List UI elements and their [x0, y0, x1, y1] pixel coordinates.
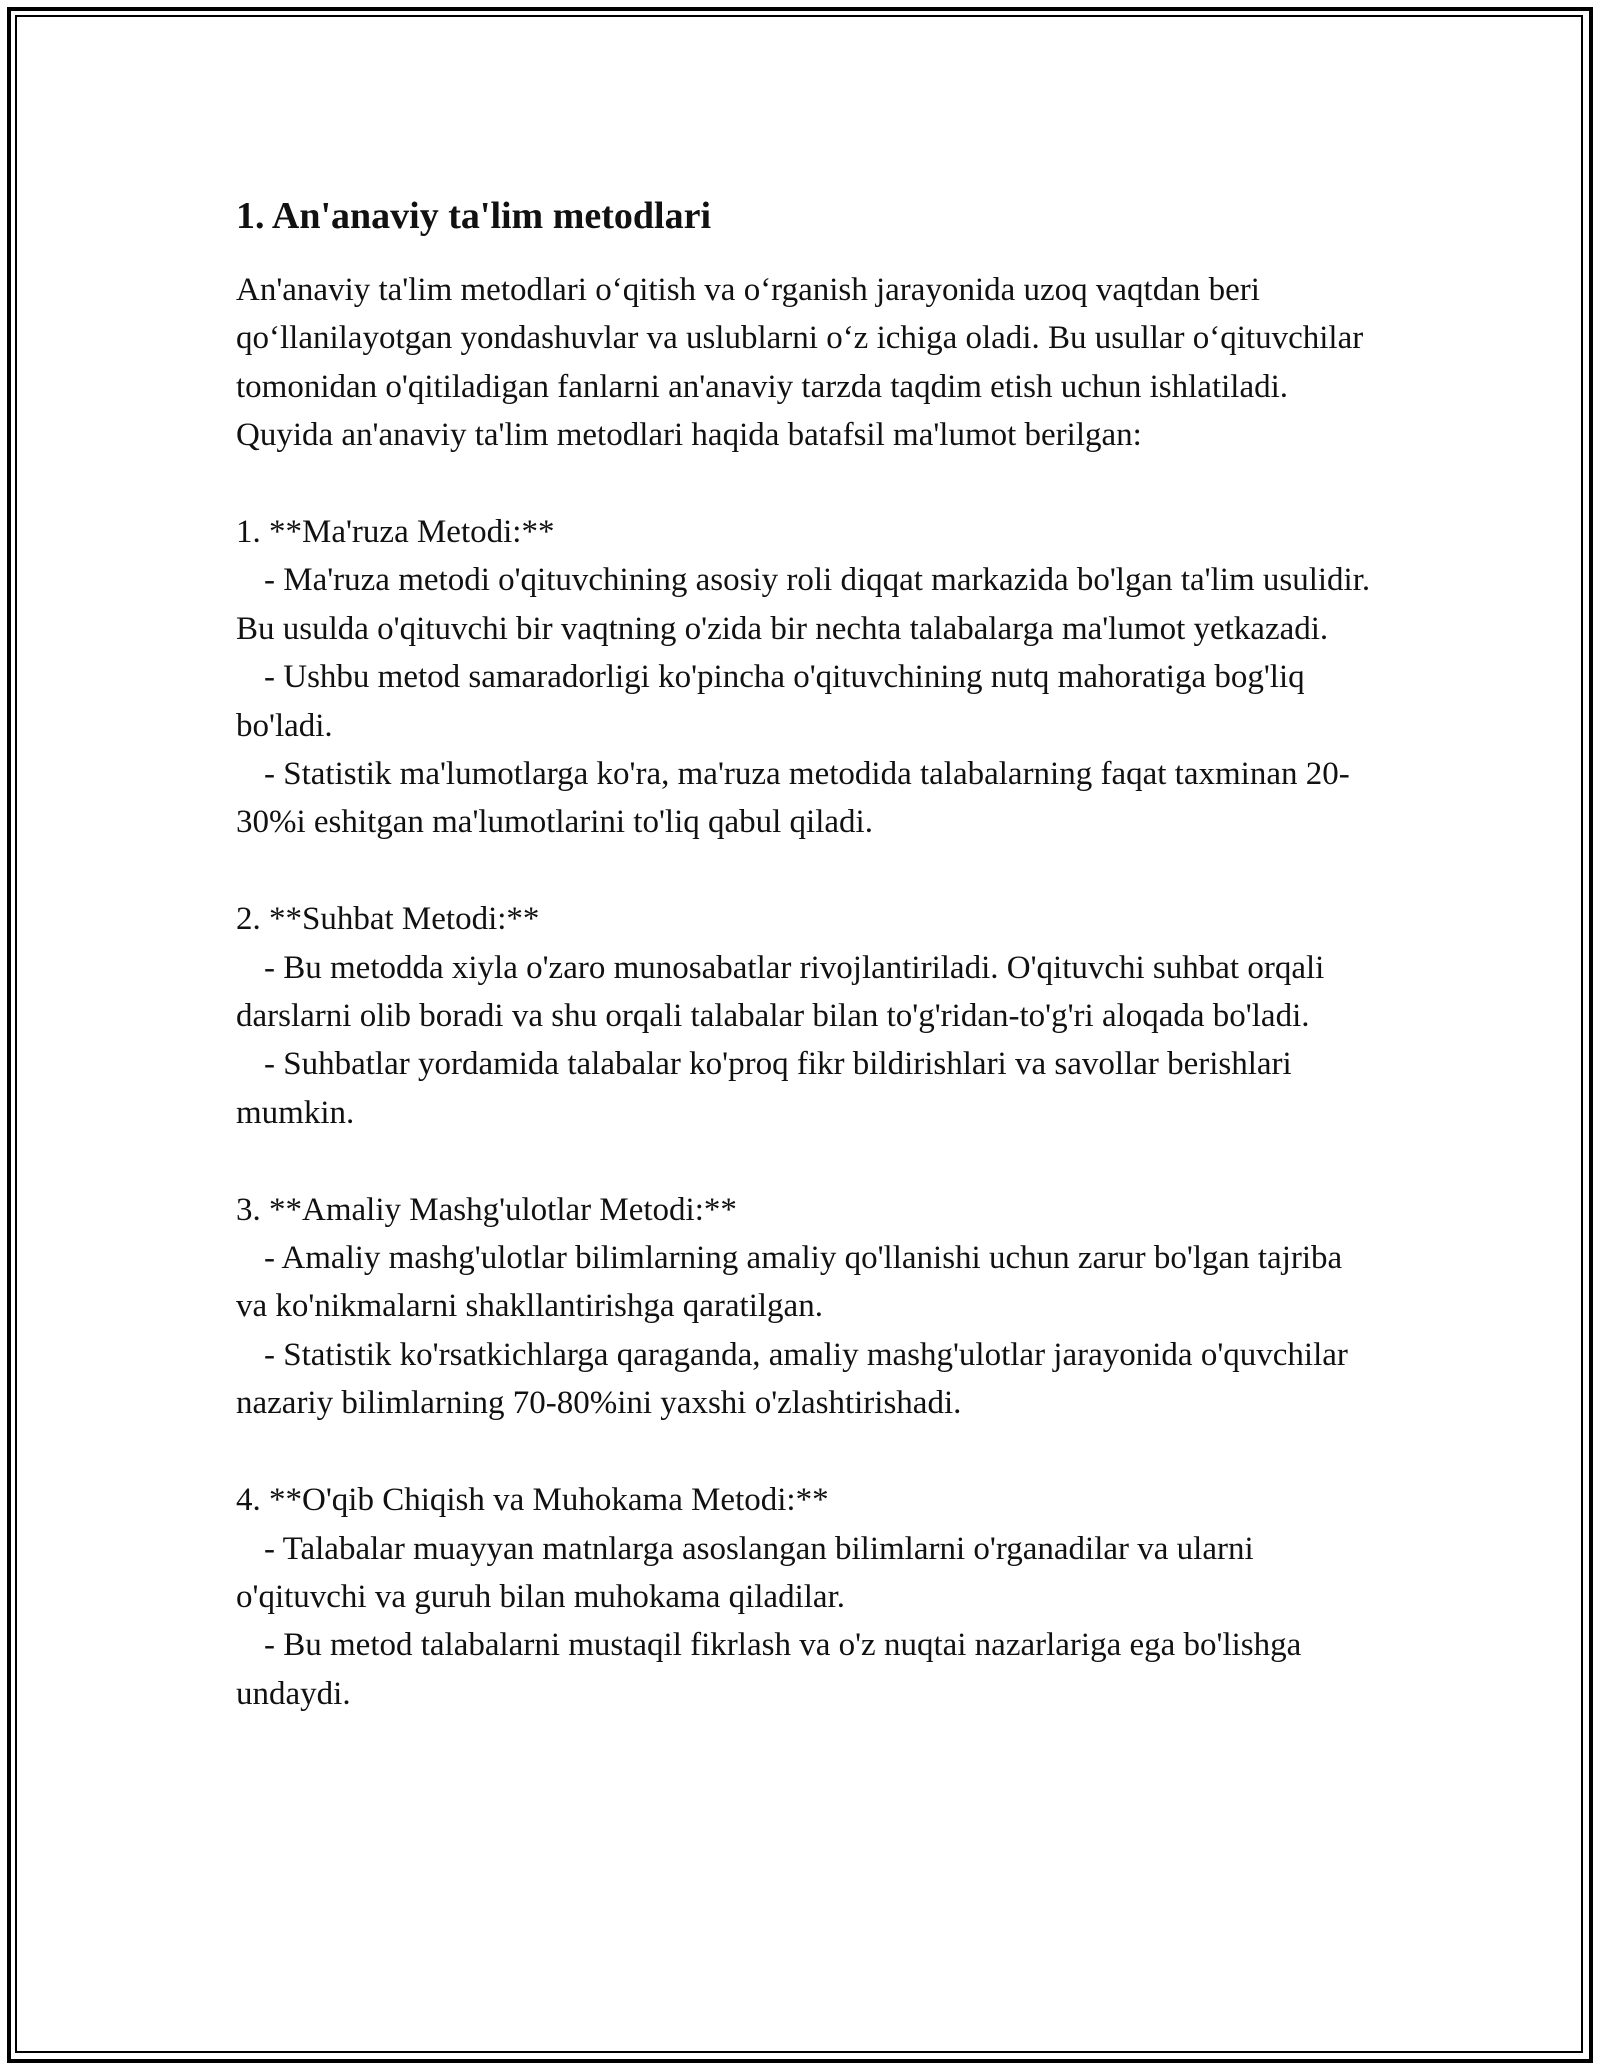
document-body	[236, 184, 1376, 1718]
bullet-text: - Statistik ko'rsatkichlarga qaraganda, amaliy mashg'ulotlar jarayonida o'quvchilar nazariy bilimlarning 70-80%ini yaxshi o'zlashtirishadi.	[236, 1336, 1348, 1422]
bullet-item	[236, 1234, 1376, 1331]
bullet-item	[236, 556, 1376, 653]
section-oqib-chiqish	[236, 1476, 1376, 1718]
bullet-text: - Statistik ma'lumotlarga ko'ra, ma'ruza metodida talabalarning faqat taxminan 20-30%i eshitgan ma'lumotlarini to'liq qabul qiladi.	[236, 756, 1350, 841]
bullet-item	[236, 1525, 1376, 1622]
bullet-item	[236, 1040, 1376, 1137]
bullet-text: - Bu metod talabalarni mustaqil fikrlash va o'z nuqtai nazarlariga ega bo'lishga undaydi.	[236, 1627, 1302, 1712]
section-heading: 1. **Ma'ruza Metodi:**	[236, 514, 555, 551]
section-heading: 3. **Amaliy Mashg'ulotlar Metodi:**	[236, 1191, 737, 1228]
bullet-item	[236, 1621, 1376, 1718]
bullet-item	[236, 750, 1376, 847]
bullet-item	[236, 1331, 1376, 1428]
bullet-text: - Ma'ruza metodi o'qituvchining asosiy roli diqqat markazida bo'lgan ta'lim usulidir. Bu usulda o'qituvchi bir vaqtning o'zida bir nechta talabalarga ma'lumot yetkazadi.	[236, 562, 1371, 647]
bullet-text: - Amaliy mashg'ulotlar bilimlarning amaliy qo'llanishi uchun zarur bo'lgan tajriba va ko'nikmalarni shakllantirishga qaratilgan.	[236, 1240, 1343, 1325]
section-heading: 4. **O'qib Chiqish va Muhokama Metodi:**	[236, 1482, 829, 1519]
bullet-text: - Ushbu metod samaradorligi ko'pincha o'qituvchining nutq mahoratiga bog'liq bo'ladi.	[236, 659, 1305, 744]
bullet-item	[236, 944, 1376, 1041]
section-amaliy	[236, 1186, 1376, 1428]
bullet-text: - Talabalar muayyan matnlarga asoslangan bilimlarni o'rganadilar va ularni o'qituvchi va guruh bilan muhokama qiladilar.	[236, 1530, 1254, 1615]
bullet-text: - Bu metodda xiyla o'zaro munosabatlar rivojlantiriladi. O'qituvchi suhbat orqali darslarni olib boradi va shu orqali talabalar bilan to'g'ridan-to'g'ri aloqada bo'ladi.	[236, 949, 1325, 1035]
section-maruza	[236, 508, 1376, 847]
section-heading: 2. **Suhbat Metodi:**	[236, 901, 540, 938]
bullet-text: - Suhbatlar yordamida talabalar ko'proq fikr bildirishlari va savollar berishlari mumkin.	[236, 1046, 1292, 1131]
section-suhbat	[236, 895, 1376, 1137]
bullet-item	[236, 653, 1376, 750]
intro-paragraph: An'anaviy ta'lim metodlari o‘qitish va o‘rganish jarayonida uzoq vaqtdan beri qo‘llanilayotgan yondashuvlar va uslublarni o‘z ichiga oladi. Bu usullar o‘qituvchilar tomonidan o'qitiladigan fanlarni an'anaviy tarzda taqdim etish uchun ishlatiladi. Quyida an'anaviy ta'lim metodlari haqida batafsil ma'lumot berilgan:	[236, 272, 1364, 454]
document-title: 1. An'anaviy ta'lim metodlari	[236, 195, 711, 237]
